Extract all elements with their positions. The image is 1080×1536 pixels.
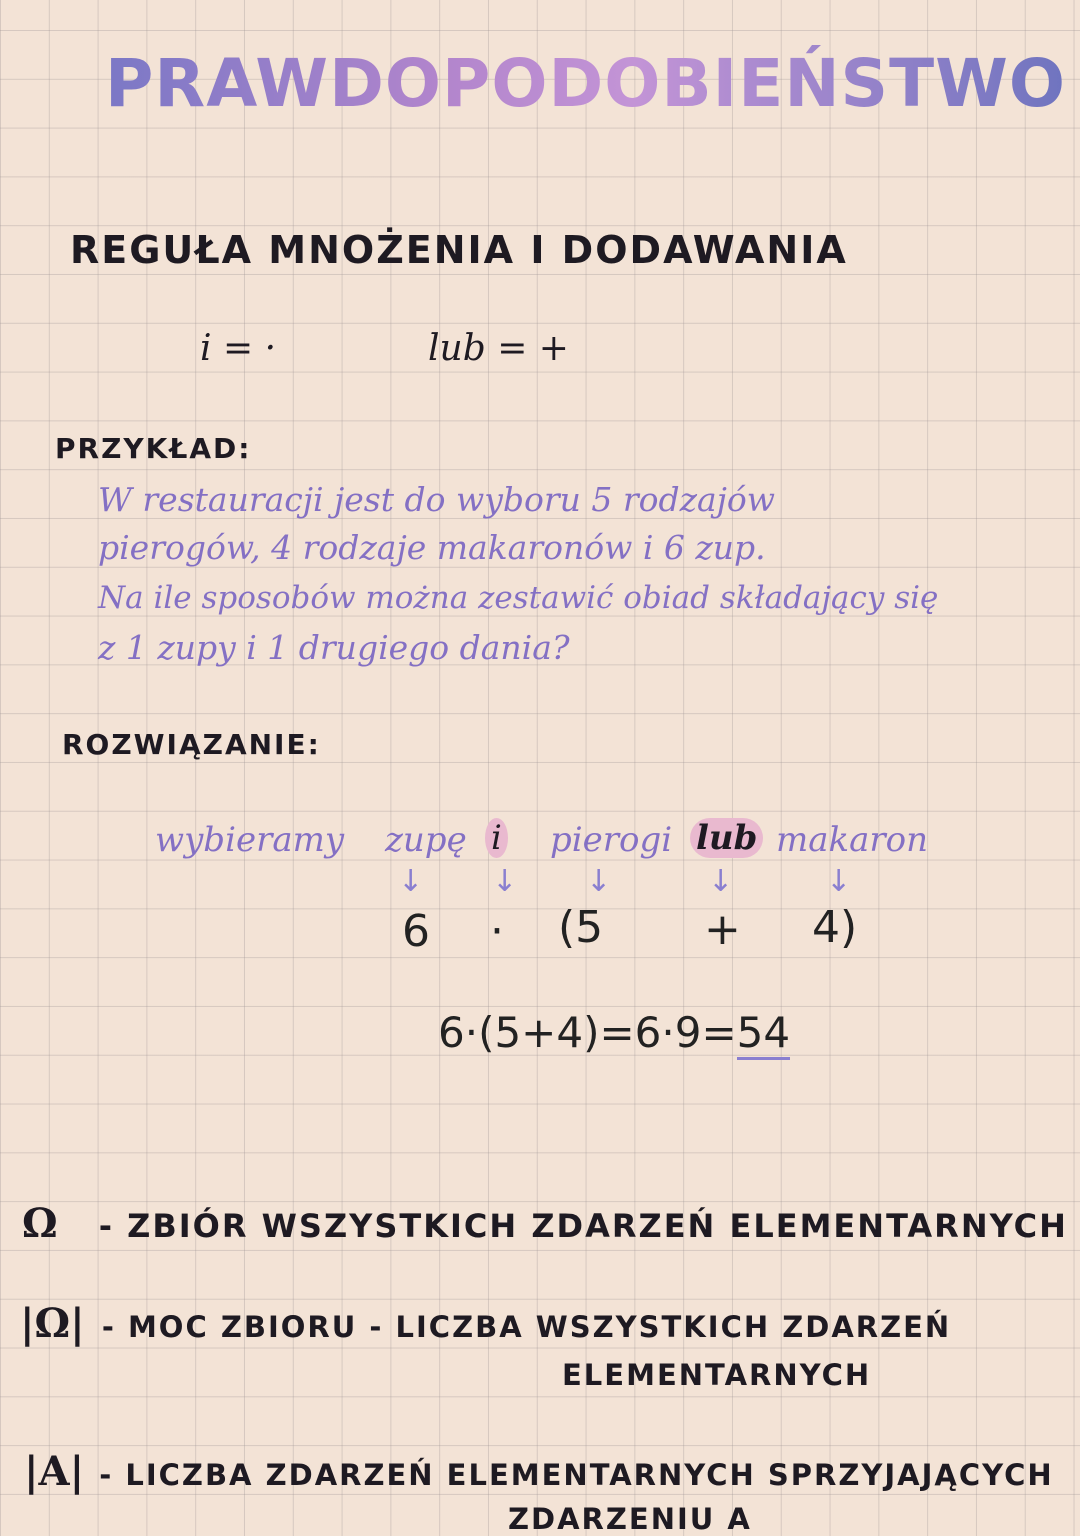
word-lub: lub bbox=[690, 818, 763, 858]
arrow-down-icon: ↓ bbox=[492, 864, 518, 899]
definition-a-text: - LICZBA ZDARZEŃ ELEMENTARNYCH SPRZYJAJĄCYCH bbox=[99, 1458, 1054, 1492]
omega-cardinality-symbol: |Ω| bbox=[20, 1300, 85, 1347]
rule-and: i = · bbox=[200, 328, 277, 369]
definition-omega-cardinality-text-2: ELEMENTARNYCH bbox=[562, 1358, 872, 1392]
value-dot: · bbox=[490, 906, 504, 957]
example-line-1: W restauracji jest do wyboru 5 rodzajów bbox=[98, 480, 776, 519]
word-makaron: makaron bbox=[776, 820, 929, 860]
example-line-2: pierogów, 4 rodzaje makaronów i 6 zup. bbox=[98, 528, 766, 567]
arrow-down-icon: ↓ bbox=[708, 864, 734, 899]
definition-a bbox=[24, 1448, 1054, 1495]
value-5: (5 bbox=[558, 902, 604, 953]
arrow-down-icon: ↓ bbox=[826, 864, 852, 899]
definition-a-text-2: ZDARZENIU A bbox=[508, 1502, 752, 1536]
definition-omega-text: - ZBIÓR WSZYSTKICH ZDARZEŃ ELEMENTARNYCH bbox=[98, 1207, 1068, 1245]
arrow-down-icon: ↓ bbox=[398, 864, 424, 899]
a-symbol: |A| bbox=[24, 1448, 85, 1495]
solution-label: ROZWIĄZANIE: bbox=[62, 728, 321, 761]
definition-omega bbox=[22, 1200, 1068, 1247]
rule-or: lub = + bbox=[428, 328, 569, 369]
word-zupe: zupę bbox=[385, 820, 467, 860]
omega-symbol: Ω bbox=[22, 1200, 58, 1247]
equation bbox=[438, 1008, 790, 1057]
page-title: PRAWDOPODOBIEŃSTWO bbox=[105, 45, 1067, 122]
section-title: REGUŁA MNOŻENIA I DODAWANIA bbox=[70, 228, 848, 272]
arrow-down-icon: ↓ bbox=[586, 864, 612, 899]
definition-omega-cardinality-text: - MOC ZBIORU - LICZBA WSZYSTKICH ZDARZEŃ bbox=[101, 1310, 952, 1344]
example-line-3: Na ile sposobów można zestawić obiad składający się bbox=[98, 580, 939, 616]
value-plus: + bbox=[704, 904, 741, 955]
equation-result: 54 bbox=[737, 1008, 790, 1060]
equation-left: 6·(5+4)=6·9= bbox=[438, 1008, 737, 1057]
example-line-4: z 1 zupy i 1 drugiego dania? bbox=[98, 628, 570, 667]
example-label: PRZYKŁAD: bbox=[55, 432, 252, 465]
value-6: 6 bbox=[402, 906, 430, 957]
definition-omega-cardinality bbox=[20, 1300, 951, 1347]
word-pierogi: pierogi bbox=[550, 820, 673, 860]
value-4: 4) bbox=[812, 902, 858, 953]
word-wybieramy: wybieramy bbox=[155, 820, 345, 860]
word-i: i bbox=[485, 818, 508, 858]
